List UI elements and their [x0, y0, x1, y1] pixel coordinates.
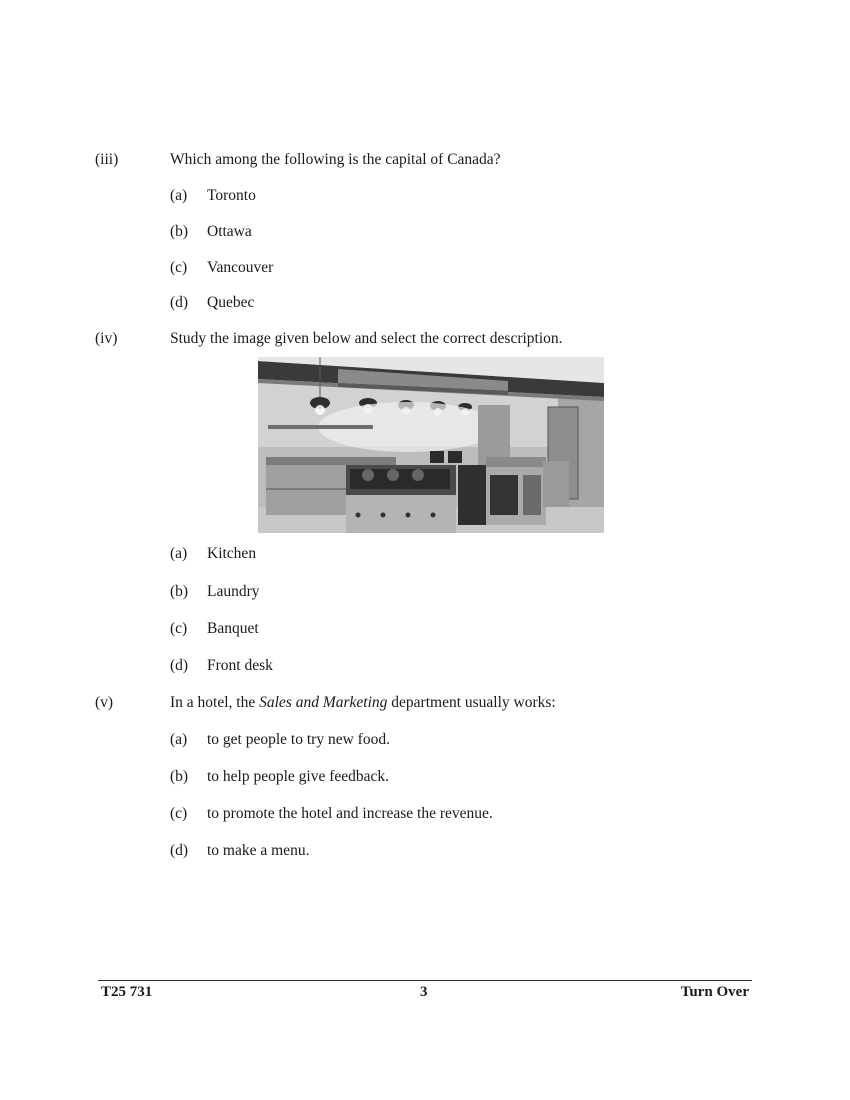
- option-text: to get people to try new food.: [207, 731, 390, 748]
- footer-page-number: 3: [420, 984, 428, 1000]
- question-text-after: department usually works:: [387, 694, 556, 711]
- option-label: (b): [170, 223, 189, 240]
- footer-divider: [98, 980, 752, 981]
- question-number: (iii): [95, 151, 119, 168]
- question-text: [170, 694, 556, 712]
- option-text: Laundry: [207, 583, 260, 600]
- footer-turn-over: Turn Over: [680, 984, 749, 1000]
- question-text: Study the image given below and select the correct description.: [170, 330, 563, 347]
- question-number: (iv): [95, 330, 118, 347]
- option-label: (a): [170, 545, 188, 562]
- kitchen-photo: [258, 357, 604, 533]
- option-label: (a): [170, 731, 188, 748]
- option-text: Banquet: [207, 620, 259, 637]
- option-text: to help people give feedback.: [207, 768, 390, 785]
- option-text: to promote the hotel and increase the revenue.: [207, 805, 493, 822]
- question-text: Which among the following is the capital of Canada?: [170, 151, 501, 168]
- option-label: (d): [170, 842, 189, 859]
- option-label: (d): [170, 294, 189, 311]
- option-text: Front desk: [207, 657, 273, 674]
- option-text: to make a menu.: [207, 842, 310, 859]
- option-text: Ottawa: [207, 223, 252, 240]
- option-label: (c): [170, 805, 188, 822]
- option-text: Toronto: [207, 187, 256, 204]
- question-number: (v): [95, 694, 114, 711]
- option-label: (c): [170, 259, 188, 276]
- option-text: Vancouver: [207, 259, 274, 276]
- option-text: Kitchen: [207, 545, 257, 562]
- option-label: (a): [170, 187, 188, 204]
- option-label: (c): [170, 620, 188, 637]
- question-text-before: In a hotel, the: [170, 694, 260, 711]
- option-label: (b): [170, 583, 189, 600]
- option-label: (d): [170, 657, 189, 674]
- option-label: (b): [170, 768, 189, 785]
- footer-paper-code: T25 731: [101, 984, 153, 1000]
- option-text: Quebec: [207, 294, 255, 311]
- question-text-emphasis: Sales and Marketing: [259, 694, 388, 711]
